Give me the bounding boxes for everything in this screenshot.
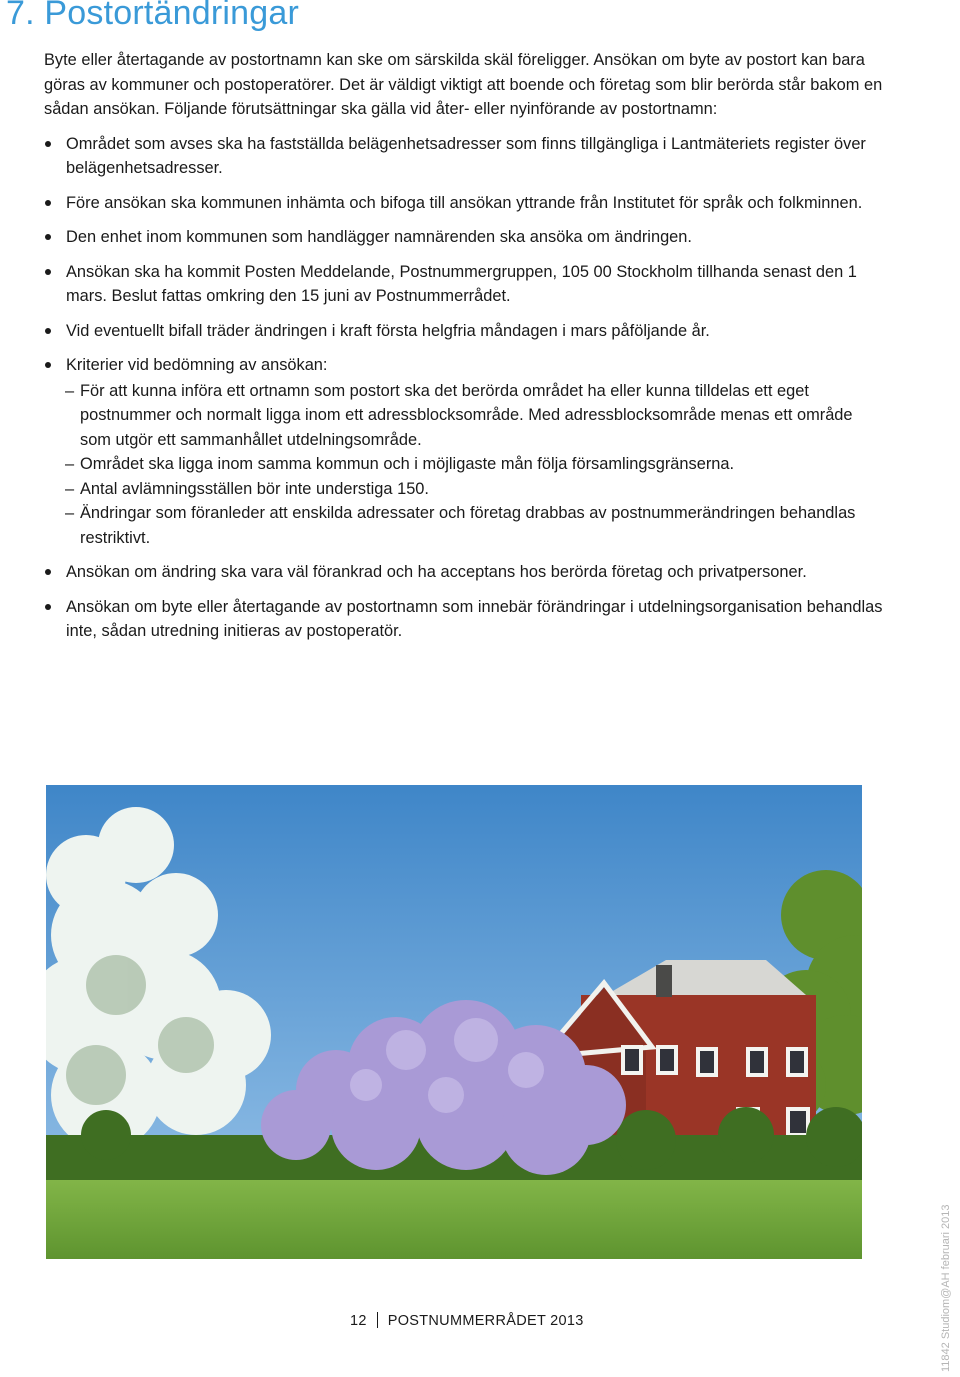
list-item: Ansökan om ändring ska vara väl förankrad och ha acceptans hos berörda företag och privatpersoner. [44,560,884,585]
grass [46,1180,862,1259]
main-content [44,48,884,654]
intro-paragraph: Byte eller återtagande av postortnamn kan ske om särskilda skäl föreligger. Ansökan om byte av postort kan bara göras av kommuner och postoperatörer. Det är väldigt viktigt att boende och företag som blir berörda står bakom en sådan ansökan. Följande förutsättningar ska gälla vid åter- eller nyinförande av postortnamn: [44,51,883,118]
criteria-list [66,379,884,551]
list-item: Vid eventuellt bifall träder ändringen i kraft första helgfria måndagen i mars påföljande år. [44,319,884,344]
list-item-criteria [44,353,884,550]
publication-name: POSTNUMMERRÅDET 2013 [387,1313,584,1329]
page-footer [350,1312,584,1329]
list-item: Området som avses ska ha fastställda belägenhetsadresser som finns tillgängliga i Lantmäteriets register över belägenhetsadresser. [44,132,884,181]
criteria-label: Kriterier vid bedömning av ansökan: [66,356,328,374]
page-number: 12 [350,1313,367,1329]
list-item: Den enhet inom kommunen som handlägger namnärenden ska ansöka om ändringen. [44,225,884,250]
criteria-item: – För att kunna införa ett ortnamn som postort ska det berörda området ha eller kunna tilldelas ett eget postnummer och normalt ligga inom ett adressblocksområde. Med adressblocksområde menas ett område som utgör ett sammanhållet utdelningsområde. [65,379,884,453]
criteria-item: – Ändringar som föranleder att enskilda adressater och företag drabbas av postnummerändringen behandlas restriktivt. [65,501,884,550]
criteria-item: – Området ska ligga inom samma kommun och i möjligaste mån följa församlingsgränserna. [65,452,884,477]
criteria-item: – Antal avlämningsställen bör inte understiga 150. [65,477,884,502]
list-item: Ansökan om byte eller återtagande av postortnamn som innebär förändringar i utdelningsorganisation behandlas inte, sådan utredning initieras av postoperatör. [44,595,884,644]
list-item: Före ansökan ska kommunen inhämta och bifoga till ansökan yttrande från Institutet för språk och folkminnen. [44,191,884,216]
page-title: 7. Postortändringar [6,0,299,32]
footer-divider [377,1312,378,1328]
house-photo [46,785,862,1259]
requirements-list [44,132,884,644]
list-item: Ansökan ska ha kommit Posten Meddelande, Postnummergruppen, 105 00 Stockholm tillhanda senast den 1 mars. Beslut fattas omkring den 15 juni av Postnummerrådet. [44,260,884,309]
print-sidenote: 11842 Studiom@AH februari 2013 [940,1204,952,1372]
